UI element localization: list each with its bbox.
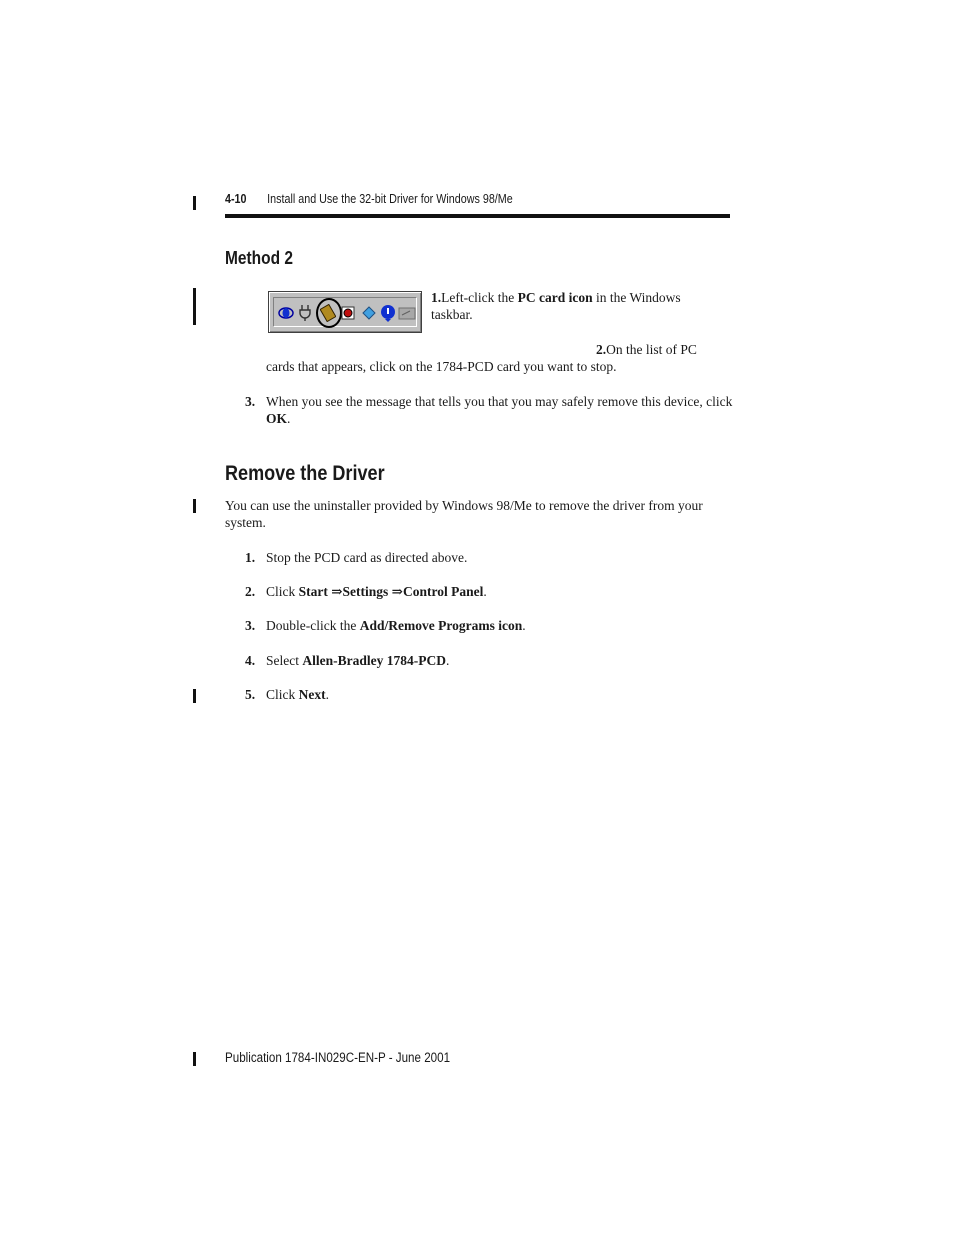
change-bar [193, 288, 196, 325]
list-item: 3. Double-click the Add/Remove Programs icon. [245, 618, 526, 633]
publication-footer: Publication 1784-IN029C-EN-P - June 2001 [225, 1050, 451, 1065]
power-plug-icon [297, 304, 315, 322]
list-item: 5. Click Next. [245, 687, 329, 702]
method2-heading: Method 2 [225, 248, 293, 268]
highlight-circle [316, 298, 342, 328]
remove-intro: You can use the uninstaller provided by Windows 98/Me to remove the driver from your system. [225, 498, 703, 530]
list-item: 2. Click Start ⇒Settings ⇒Control Panel. [245, 584, 487, 599]
header-rule [225, 214, 730, 218]
page-number: 4-10 [225, 192, 247, 206]
keyboard-icon [398, 304, 416, 322]
volume-icon [340, 304, 358, 322]
remove-driver-heading: Remove the Driver [225, 462, 385, 485]
method2-step-2: 2.On the list of PC cards that appears, click on the 1784-PCD card you want to stop. [266, 342, 697, 374]
method2-step-1: 1.Left-click the PC card icon in the Windows taskbar. [431, 290, 681, 322]
running-header [225, 192, 513, 206]
list-item: 4. Select Allen-Bradley 1784-PCD. [245, 653, 450, 668]
change-bar [193, 499, 196, 513]
change-bar [193, 689, 196, 703]
system-tray [273, 297, 417, 327]
change-bar [193, 196, 196, 210]
taskbar-tray-image [268, 291, 422, 333]
display-icon [360, 304, 378, 322]
change-bar [193, 1052, 196, 1066]
help-icon [379, 304, 397, 322]
method2-step-3: 3. When you see the message that tells you that you may safely remove this device, click OK. [245, 394, 733, 426]
header-title: Install and Use the 32-bit Driver for Windows 98/Me [267, 192, 513, 206]
list-item: 1. Stop the PCD card as directed above. [245, 550, 468, 565]
network-icon [277, 304, 295, 322]
